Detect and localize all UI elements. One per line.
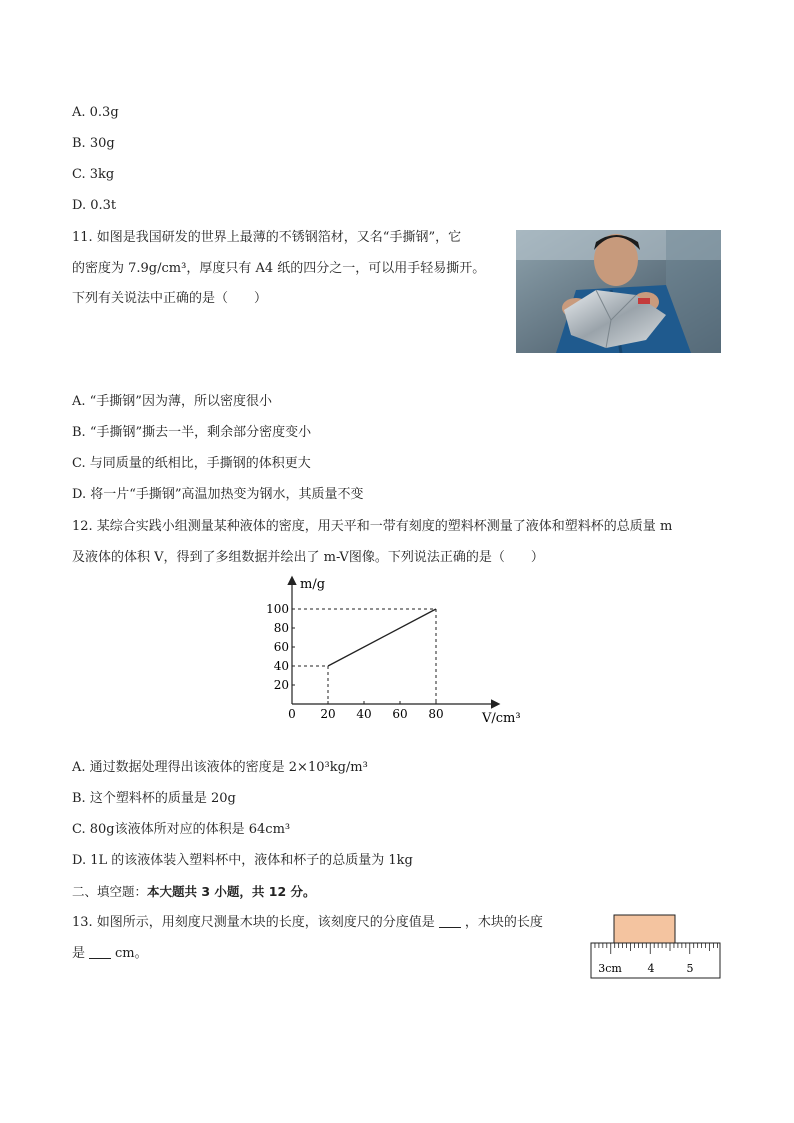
q10-option-c: C. 3kg — [72, 167, 115, 182]
steel-foil-photo — [516, 230, 721, 353]
q13-line2-text-a: 是 — [72, 946, 86, 961]
q10-option-a: A. 0.3g — [72, 105, 119, 120]
x-tick-label-40: 40 — [356, 707, 372, 721]
y-tick-label-60: 60 — [273, 640, 289, 654]
ruler-label-4: 4 — [647, 962, 655, 975]
section-heading — [72, 883, 316, 901]
q13-line2-text-b: cm。 — [115, 946, 148, 961]
q11-stem-line1: 11. 如图是我国研发的世界上最薄的不锈钢箔材，又名“手撕钢”，它 — [72, 230, 462, 245]
q13-line1-text-a: 13. 如图所示，用刻度尺测量木块的长度，该刻度尺的分度值是 — [72, 915, 435, 930]
section-heading-bold: 本大题共 3 小题，共 12 分。 — [147, 884, 316, 899]
x-tick-label-20: 20 — [320, 707, 336, 721]
q12-option-c: C. 80g该液体所对应的体积是 64cm³ — [72, 822, 291, 837]
data-line — [328, 609, 436, 666]
y-tick-label-20: 20 — [273, 678, 289, 692]
q11-stem-line3: 下列有关说法中正确的是（ ） — [72, 291, 268, 306]
q13-stem-line2 — [72, 945, 148, 963]
y-axis-label: m/g — [300, 577, 326, 592]
q12-option-b: B. 这个塑料杯的质量是 20g — [72, 791, 236, 806]
q13-blank-length[interactable] — [89, 946, 111, 959]
q12-stem-line1: 12. 某综合实践小组测量某种液体的密度，用天平和一带有刻度的塑料杯测量了液体和塑料杯的总质量 m — [72, 519, 673, 534]
x-tick-label-60: 60 — [392, 707, 408, 721]
q11-option-b: B. “手撕钢”撕去一半，剩余部分密度变小 — [72, 425, 312, 440]
q11-option-c: C. 与同质量的纸相比，手撕钢的体积更大 — [72, 456, 311, 471]
y-tick-label-80: 80 — [273, 621, 289, 635]
m-v-graph — [262, 572, 532, 730]
q13-blank-division[interactable] — [439, 915, 461, 928]
q12-option-d: D. 1L 的该液体装入塑料杯中，液体和杯子的总质量为 1kg — [72, 853, 413, 868]
m-v-graph-svg — [262, 572, 532, 730]
q12-option-a: A. 通过数据处理得出该液体的密度是 2×10³kg/m³ — [72, 760, 368, 775]
x-tick-label-80: 80 — [428, 707, 444, 721]
ruler-label-3cm: 3cm — [598, 962, 622, 975]
q11-stem-line2: 的密度为 7.9g/cm³，厚度只有 A4 纸的四分之一，可以用手轻易撕开。 — [72, 261, 486, 276]
q11-option-d: D. 将一片“手撕钢”高温加热变为钢水，其质量不变 — [72, 487, 364, 502]
wood-block — [614, 915, 675, 943]
y-tick-label-40: 40 — [273, 659, 289, 673]
y-tick-label-100: 100 — [266, 602, 289, 616]
q10-option-b: B. 30g — [72, 136, 115, 151]
section-heading-prefix: 二、填空题： — [72, 884, 148, 899]
ruler-block-figure — [588, 912, 723, 982]
q10-option-d: D. 0.3t — [72, 198, 117, 213]
ruler-label-5: 5 — [686, 962, 694, 975]
q12-stem-line2: 及液体的体积 V，得到了多组数据并绘出了 m-V图像。下列说法正确的是（ ） — [72, 550, 544, 565]
q11-option-a: A. “手撕钢”因为薄，所以密度很小 — [72, 394, 272, 409]
x-tick-label-0: 0 — [288, 707, 296, 721]
q13-line1-text-b: ，木块的长度 — [464, 915, 543, 930]
x-axis-label: V/cm³ — [482, 711, 521, 726]
q13-stem-line1 — [72, 914, 543, 932]
